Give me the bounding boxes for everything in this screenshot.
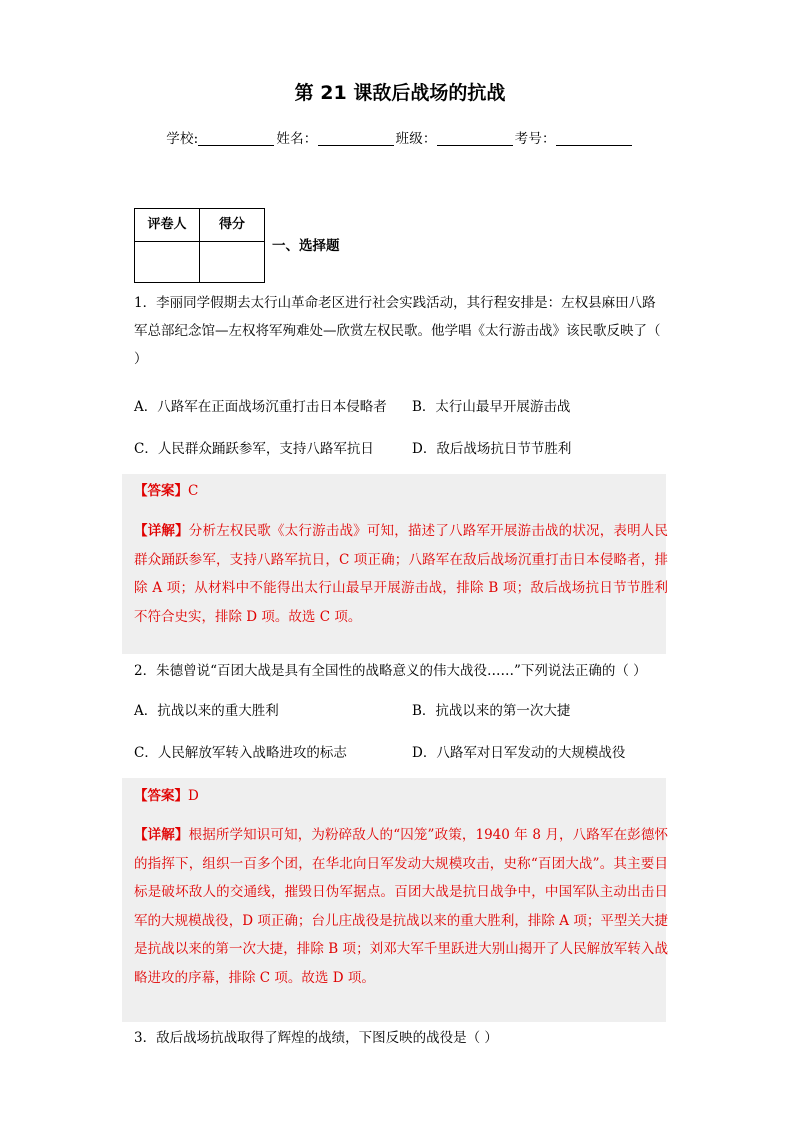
question-2-option-c[interactable]: C．人民解放军转入战略进攻的标志 xyxy=(134,745,347,761)
page-title: 第 21 课敌后战场的抗战 xyxy=(294,82,506,104)
detail-text: 分析左权民歌《太行游击战》可知，描述了八路军开展游击战的状况，表明人民群众踊跃参军，支持八路军抗日，C 项正确；八路军在敌后战场沉重打击日本侵略者，排除 A 项；从材料中不能得出太行山最早开展游击战，排除 B 项；敌后战场抗日节节胜利不符合史实，排除 D 项。故选 C 项。 xyxy=(134,523,669,625)
answer-tag: 【答案】 xyxy=(134,483,188,499)
section-heading: 一、选择题 xyxy=(272,238,340,254)
question-2-answer-box xyxy=(122,778,669,1022)
class-label: 班级： xyxy=(395,131,437,147)
answer-value: D xyxy=(188,788,199,804)
grader-header: 评卷人 xyxy=(135,209,200,242)
name-label: 姓名： xyxy=(276,131,318,147)
question-1-detail xyxy=(134,517,668,631)
student-info-line xyxy=(0,127,800,147)
answer-tag: 【答案】 xyxy=(134,788,188,804)
question-1-option-d[interactable]: D．敌后战场抗日节节胜利 xyxy=(412,441,572,457)
detail-tag: 【详解】 xyxy=(134,523,189,539)
score-table xyxy=(134,208,265,283)
question-2-detail xyxy=(134,821,668,992)
class-blank[interactable] xyxy=(437,131,513,146)
question-2-option-b[interactable]: B．抗战以来的第一次大捷 xyxy=(412,703,571,719)
detail-text: 根据所学知识可知，为粉碎敌人的“囚笼”政策，1940 年 8 月，八路军在彭德怀的指挥下，组织一百多个团，在华北向日军发动大规模攻击，史称“百团大战”。其主要目标是破坏敌人的交通线，摧毁日伪军据点。百团大战是抗日战争中，中国军队主动出击日军的大规模战役，D 项正确；台儿庄战役是抗战以来的重大胜利，排除 A 项；平型关大捷是抗战以来的第一次大捷，排除 B 项；刘邓大军千里跃进大别山揭开了人民解放军转入战略进攻的序幕，排除 C 项。故选 D 项。 xyxy=(134,827,669,986)
school-blank[interactable] xyxy=(198,131,274,146)
answer-value: C xyxy=(188,483,199,499)
exam-no-label: 考号： xyxy=(514,131,556,147)
score-cell[interactable] xyxy=(200,242,265,283)
detail-tag: 【详解】 xyxy=(134,827,189,843)
question-2-option-d[interactable]: D．八路军对日军发动的大规模战役 xyxy=(412,745,626,761)
score-header: 得分 xyxy=(200,209,265,242)
name-blank[interactable] xyxy=(318,131,394,146)
school-label: 学校: xyxy=(166,131,199,147)
question-2-option-a[interactable]: A．抗战以来的重大胜利 xyxy=(134,703,279,719)
question-1-option-a[interactable]: A．八路军在正面战场沉重打击日本侵略者 xyxy=(134,399,387,415)
question-2-answer xyxy=(134,786,199,806)
question-1-stem: 1．李丽同学假期去太行山革命老区进行社会实践活动，其行程安排是：左权县麻田八路军总部纪念馆—左权将军殉难处—欣赏左权民歌。他学唱《太行游击战》该民歌反映了（ ） xyxy=(134,295,661,367)
question-1-option-b[interactable]: B．太行山最早开展游击战 xyxy=(412,399,571,415)
exam-no-blank[interactable] xyxy=(556,131,632,146)
question-3-stem: 3．敌后战场抗战取得了辉煌的战绩，下图反映的战役是（ ） xyxy=(134,1030,498,1046)
question-1-answer xyxy=(134,481,198,501)
question-1-option-c[interactable]: C．人民群众踊跃参军，支持八路军抗日 xyxy=(134,441,374,457)
question-1-answer-box xyxy=(122,474,669,654)
question-2-stem: 2．朱德曾说“百团大战是具有全国性的战略意义的伟大战役……”下列说法正确的（ ） xyxy=(134,663,647,679)
grader-cell[interactable] xyxy=(135,242,200,283)
